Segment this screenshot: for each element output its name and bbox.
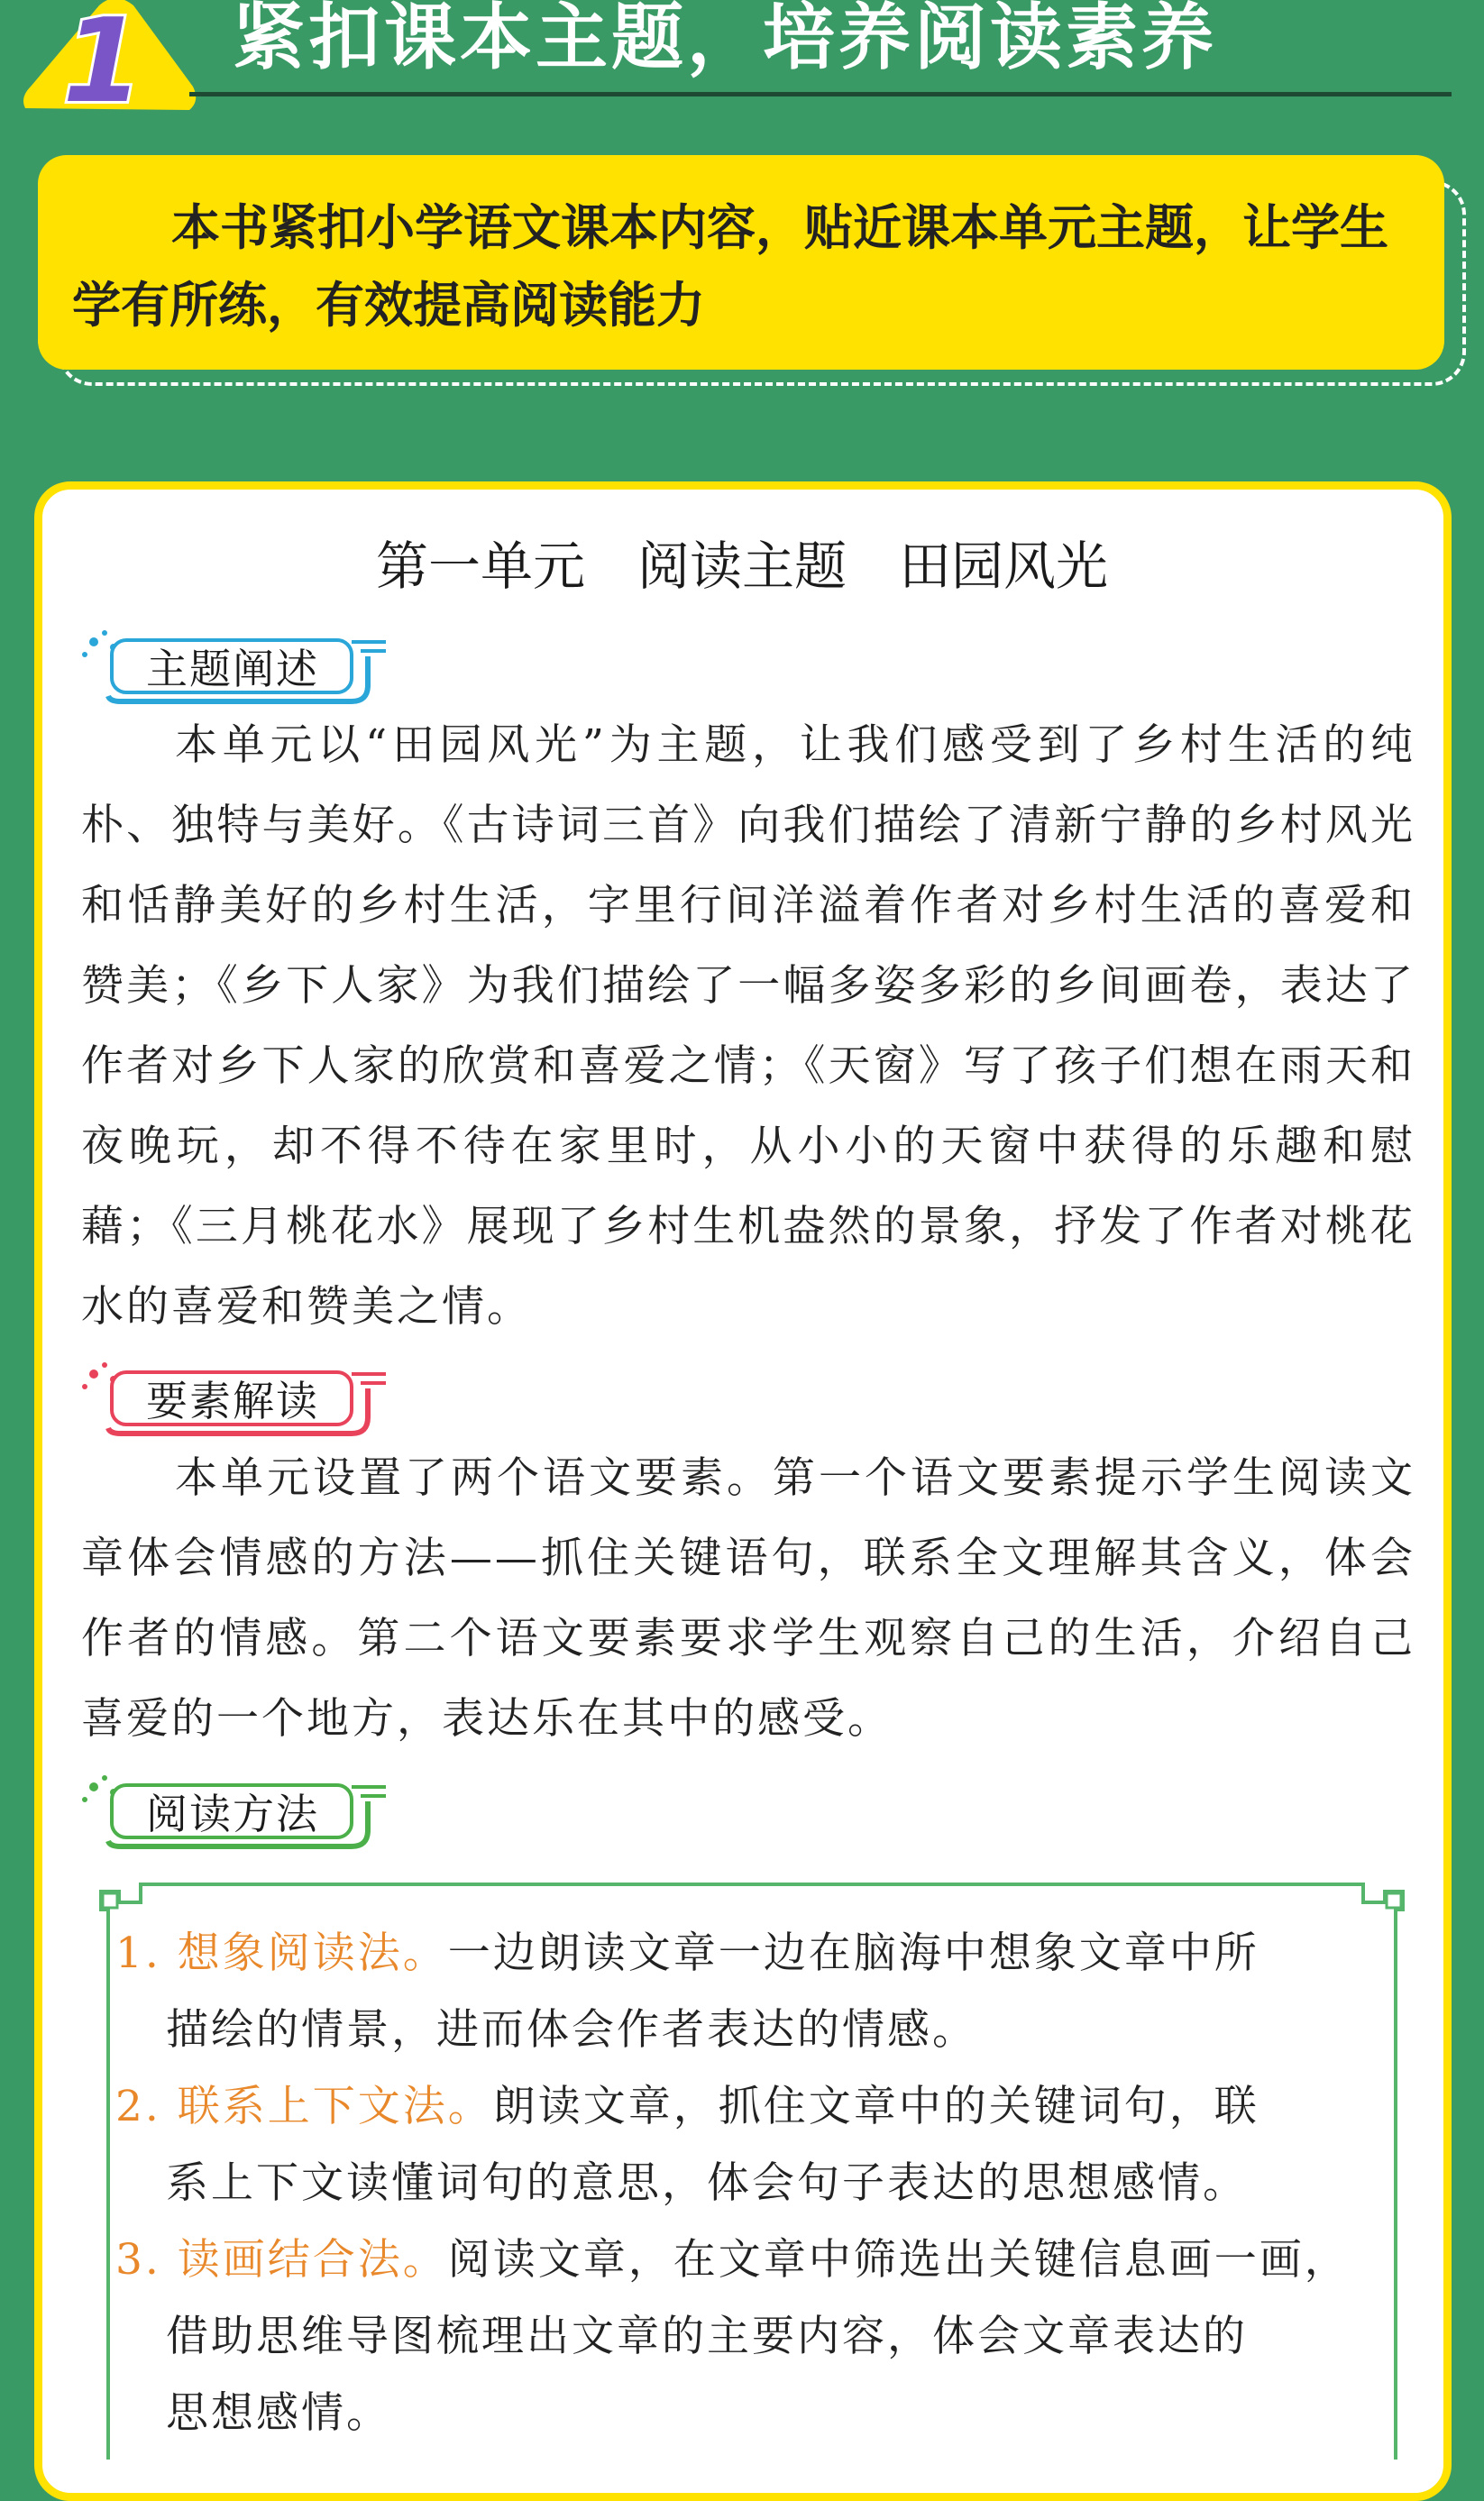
section-tag-theme [81,629,388,705]
method-text: 借助思维导图梳理出文章的主要内容，体会文章表达的 [166,2312,1248,2361]
theme-text: 本单元以“田园风光”为主题，让我们感受到了乡村生活的纯朴、独特与美好。《古诗词三首》向我们描绘了清新宁静的乡村风光和恬静美好的乡村生活，字里行间洋溢着作者对乡村生活的喜爱和赞美；《乡下人家》为我们描绘了一幅多姿多彩的乡间画卷，表达了作者对乡下人家的欣赏和喜爱之情；《天窗》写了孩子们想在雨天和夜晚玩，却不得不待在家里时，从小小的天窗中获得的乐趣和慰藉；《三月桃花水》展现了乡村生机盎然的景象，抒发了作者对桃花水的喜爱和赞美之情。 [81,720,1415,1332]
section-tag-label: 要素解读 [110,1370,353,1426]
method-name: 想象阅读法。 [177,1928,448,1978]
section-number-badge [16,0,197,123]
section-tag-label: 阅读方法 [110,1783,353,1839]
method-number: 3. [115,2235,161,2285]
method-text: 一边朗读文章一边在脑海中想象文章中所 [447,1928,1260,1978]
method-text: 朗读文章，抓住文章中的关键词句，联 [492,2082,1260,2131]
unit-title: 第一单元 阅读主题 田园风光 [375,536,1108,597]
section-tag-elements [81,1361,388,1437]
method-number: 2. [115,2082,161,2131]
badge-number: 1 [62,0,143,123]
method-item-2 [115,2068,1396,2222]
method-name: 联系上下文法。 [177,2082,493,2131]
section-tag-label: 主题阐述 [110,638,353,694]
section-tag-methods [81,1774,388,1850]
elements-paragraph [81,1438,1415,1759]
header-divider [189,92,1452,96]
method-item-3 [115,2222,1396,2451]
method-text: 思想感情。 [166,2388,391,2438]
theme-paragraph [81,705,1415,1347]
method-text: 阅读文章，在文章中筛选出关键信息画一画， [447,2235,1350,2285]
intro-box [38,155,1444,370]
header-title: 紧扣课本主题，培养阅读素养 [233,0,1217,79]
method-number: 1. [115,1928,161,1978]
method-text: 系上下文读懂词句的意思，体会句子表达的思想感情。 [166,2158,1248,2208]
method-name: 读画结合法。 [177,2235,448,2285]
elements-text: 本单元设置了两个语文要素。第一个语文要素提示学生阅读文章体会情感的方法——抓住关键语句，联系全文理解其含义，体会作者的情感。第二个语文要素要求学生观察自己的生活，介绍自己喜爱的一个地方，表达乐在其中的感受。 [81,1453,1415,1744]
intro-text: 本书紧扣小学语文课本内容，贴近课本单元主题，让学生学有所练，有效提高阅读能力 [72,199,1388,334]
method-text: 描绘的情景，进而体会作者表达的情感。 [166,2005,977,2055]
method-item-1 [115,1915,1396,2068]
